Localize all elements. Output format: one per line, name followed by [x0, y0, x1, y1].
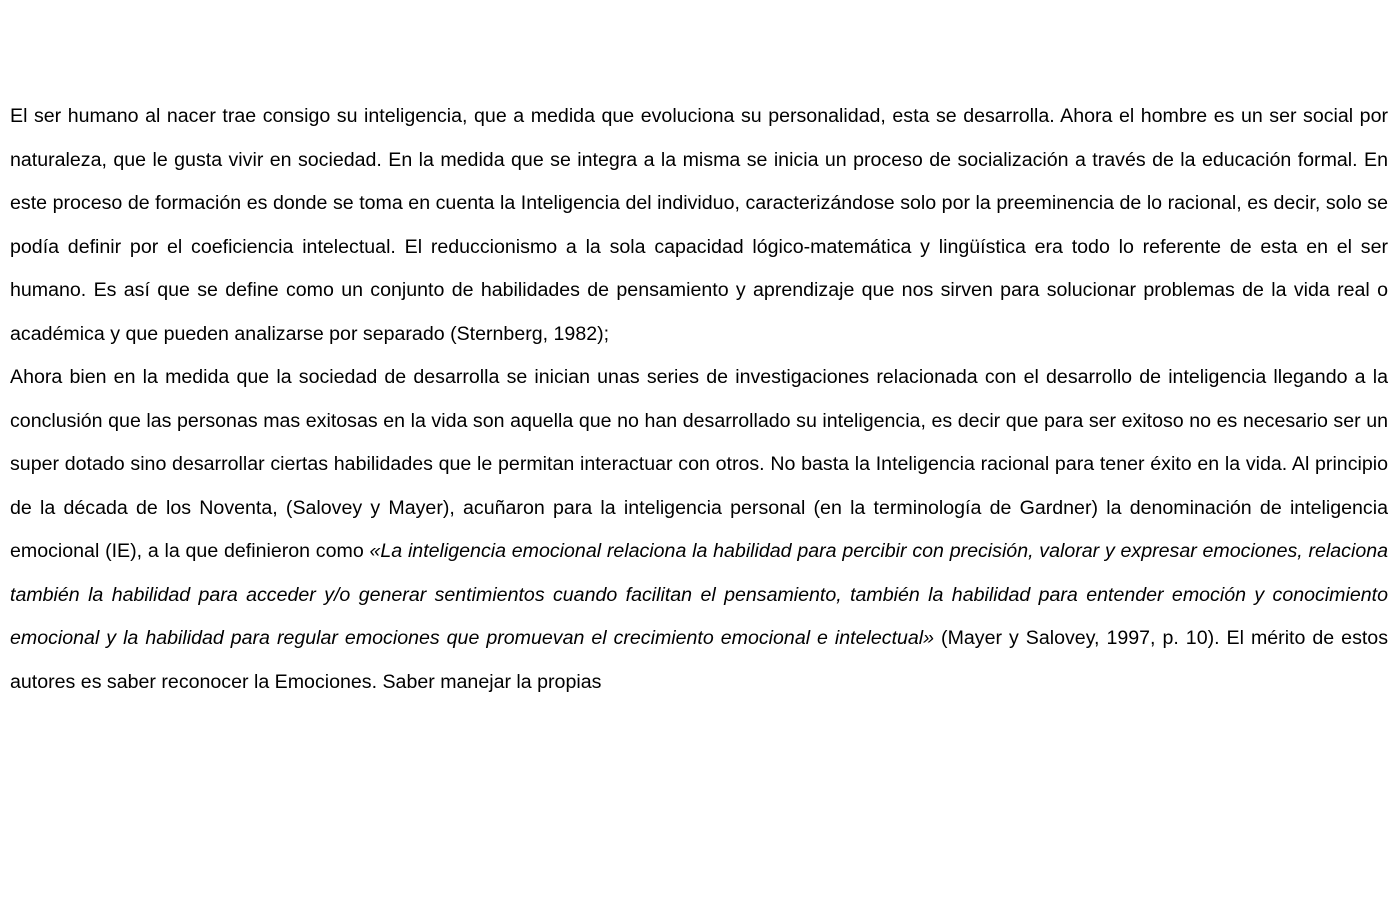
paragraph-text-after-quote: (Mayer y Salovey, 1997, p. 10). El mérito de estos autores es saber reconocer la Emociones. Saber manejar la propias	[10, 627, 1388, 693]
paragraph-intelligence-intro: El ser humano al nacer trae consigo su inteligencia, que a medida que evoluciona su personalidad, esta se desarrolla. Ahora el hombre es un ser social por naturaleza, que le gusta vivir en sociedad. En la medida que se integra a la misma se inicia un proceso de socialización a través de la educación formal. En este proceso de formación es donde se toma en cuenta la Inteligencia del individuo, caracterizándose solo por la preeminencia de lo racional, es decir, solo se podía definir por el coeficiencia intelectual. El reduccionismo a la sola capacidad lógico-matemática y lingüística era todo lo referente de esta en el ser humano. Es así que se define como un conjunto de habilidades de pensamiento y aprendizaje que nos sirven para solucionar problemas de la vida real o académica y que pueden analizarse por separado (Sternberg, 1982);	[10, 105, 1388, 345]
paragraph-text-before-quote: Ahora bien en la medida que la sociedad de desarrolla se inician unas series de investigaciones relacionada con el desarrollo de inteligencia llegando a la conclusión que las personas mas exitosas en la vida son aquella que no han desarrollado su inteligencia, es decir que para ser exitoso no es necesario ser un super dotado sino desarrollar ciertas habilidades que le permitan interactuar con otros. No basta la Inteligencia racional para tener éxito en la vida. Al principio de la década de los Noventa, (Salovey y Mayer), acuñaron para la inteligencia personal (en la terminología de Gardner) la denominación de inteligencia emocional (IE), a la que definieron como	[10, 366, 1388, 562]
emotional-intelligence-definition-quote: «La inteligencia emocional relaciona la habilidad para percibir con precisión, valorar y expresar emociones, relaciona también la habilidad para acceder y/o generar sentimientos cuando facilitan el pensamiento, también la habilidad para entender emoción y conocimiento emocional y la habilidad para regular emociones que promuevan el crecimiento emocional e intelectual»	[10, 540, 1389, 649]
paragraph-emotional-intelligence	[10, 356, 1388, 704]
document-body	[10, 95, 1388, 704]
